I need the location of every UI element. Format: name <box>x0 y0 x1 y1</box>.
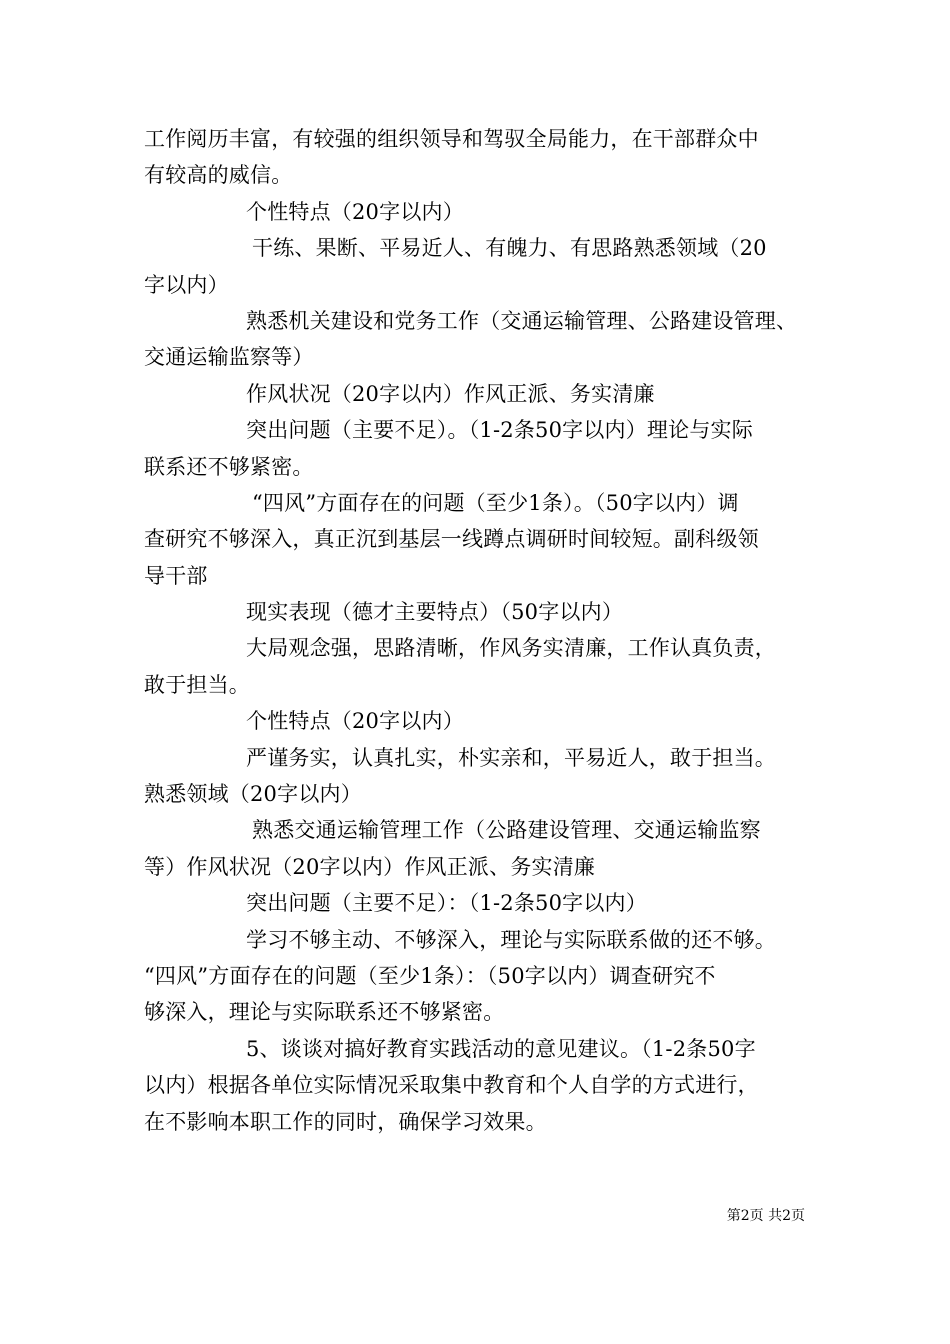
page-number: 第2页 共2页 <box>726 1208 805 1224</box>
text-line: 导干部 <box>144 563 208 588</box>
text-line: 以内）根据各单位实际情况采取集中教育和个人自学的方式进行， <box>144 1073 759 1098</box>
text-line: 熟悉交通运输管理工作（公路建设管理、交通运输监察 <box>252 818 761 843</box>
text-line: 字以内） <box>144 272 229 297</box>
document-body <box>144 121 816 1140</box>
text-line: 5、谈谈对搞好教育实践活动的意见建议。（1-2条50字 <box>246 1036 756 1061</box>
text-line: 有较高的威信。 <box>144 163 293 188</box>
text-line: 工作阅历丰富，有较强的组织领导和驾驭全局能力，在干部群众中 <box>144 127 759 151</box>
text-line: “四风”方面存在的问题（至少1条）。（50字以内）调 <box>252 490 739 515</box>
text-line: 干练、果断、平易近人、有魄力、有思路熟悉领域（20 <box>252 236 767 261</box>
text-line: 严谨务实，认真扎实，朴实亲和，平易近人，敢于担当。 <box>246 745 776 770</box>
text-line: 查研究不够深入，真正沉到基层一线蹲点调研时间较短。副科级领 <box>144 527 759 552</box>
text-line: 熟悉领域（20字以内） <box>144 782 362 807</box>
text-line: 敢于担当。 <box>144 672 250 697</box>
text-line: 现实表现（德才主要特点）（50字以内） <box>246 600 624 625</box>
text-line: 突出问题（主要不足）：（1-2条50字以内） <box>246 891 647 916</box>
text-line: 在不影响本职工作的同时，确保学习效果。 <box>144 1109 547 1134</box>
text-line: 等）作风状况（20字以内）作风正派、务实清廉 <box>144 854 596 879</box>
text-line: “四风”方面存在的问题（至少1条）：（50字以内）调查研究不 <box>144 963 716 988</box>
text-line: 学习不够主动、不够深入，理论与实际联系做的还不够。 <box>246 927 776 952</box>
text-line: 个性特点（20字以内） <box>246 199 464 224</box>
text-line: 突出问题（主要不足）。（1-2条50字以内）理论与实际 <box>246 418 753 443</box>
text-line: 大局观念强，思路清晰，作风务实清廉，工作认真负责， <box>246 636 776 661</box>
text-line: 联系还不够紧密。 <box>144 454 314 479</box>
text-line: 交通运输监察等） <box>144 345 314 370</box>
text-line: 作风状况（20字以内）作风正派、务实清廉 <box>246 381 655 406</box>
text-line: 熟悉机关建设和党务工作（交通运输管理、公路建设管理、 <box>246 308 798 333</box>
text-line: 够深入，理论与实际联系还不够紧密。 <box>144 1000 505 1025</box>
text-line: 个性特点（20字以内） <box>246 709 464 734</box>
